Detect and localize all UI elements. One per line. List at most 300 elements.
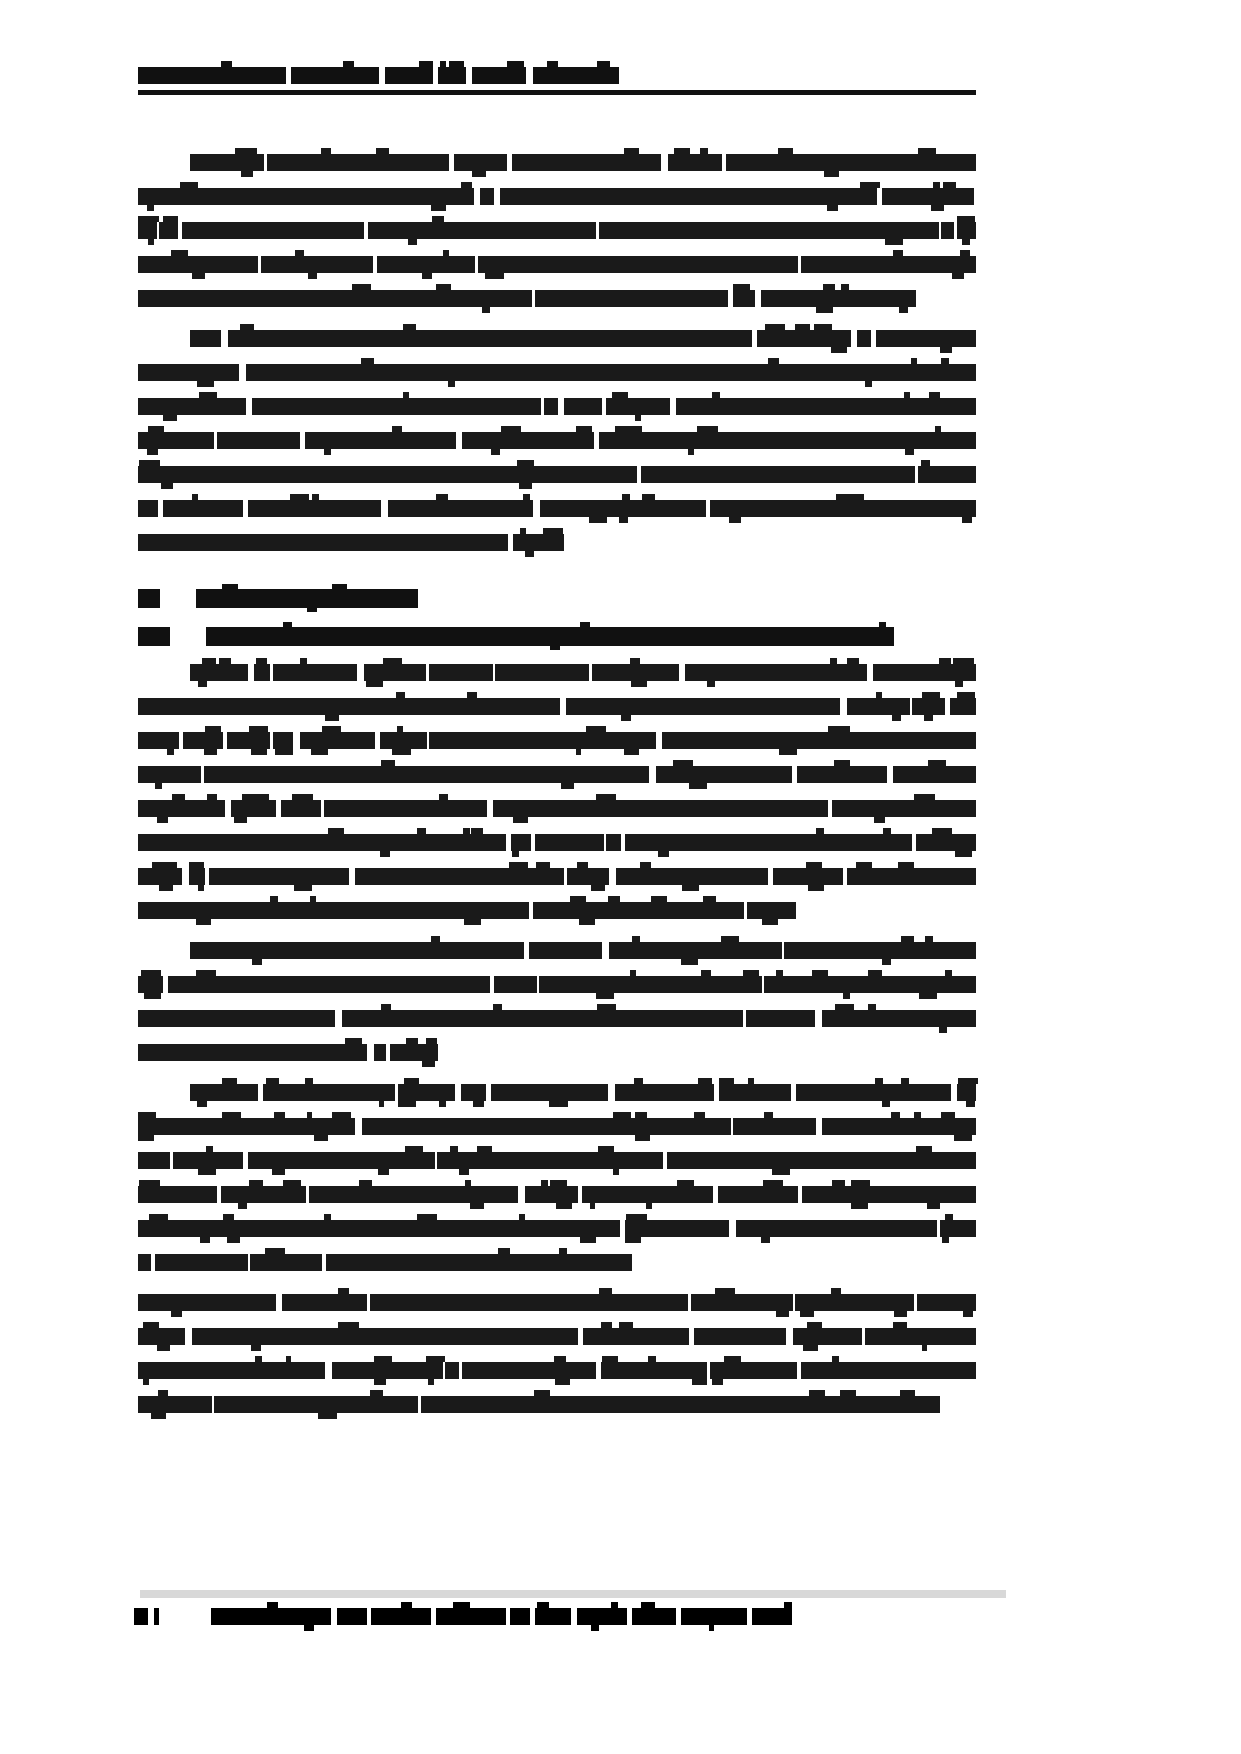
redaction-ascender: [498, 1248, 510, 1254]
redaction-ascender: [597, 1004, 616, 1010]
redaction-block: [190, 942, 505, 959]
word-gap: [160, 584, 196, 585]
redaction-descender: [885, 239, 903, 245]
paragraph-5: [138, 1078, 976, 1282]
redaction-descender: [272, 1169, 285, 1175]
word-gap: [355, 1134, 362, 1135]
redaction-descender: [324, 449, 331, 455]
redaction-block: [267, 154, 449, 171]
redaction-ascender: [945, 970, 952, 976]
redaction-descender: [464, 919, 481, 925]
redaction-block: [746, 1010, 815, 1027]
redaction-ascender: [270, 896, 278, 902]
redaction-block: [252, 398, 541, 415]
redaction-ascender: [242, 794, 248, 800]
redaction-ascender: [619, 1322, 633, 1328]
redaction-descender: [931, 205, 944, 211]
word-gap: [518, 1202, 525, 1203]
redacted-text-line: [138, 494, 976, 528]
redaction-block: [797, 766, 887, 783]
word-gap: [602, 958, 609, 959]
redaction-ascender: [520, 528, 526, 534]
redaction-block: [887, 1186, 976, 1203]
redaction-ascender: [828, 726, 849, 732]
redaction-ascender: [875, 1078, 883, 1084]
redaction-block: [138, 1396, 212, 1413]
redaction-block: [676, 398, 849, 415]
redaction-block: [736, 1220, 937, 1237]
redaction-block: [599, 222, 939, 239]
redaction-ascender: [509, 862, 528, 868]
redaction-descender: [843, 993, 850, 999]
redaction-block: [506, 222, 596, 239]
redaction-block: [138, 834, 444, 851]
redaction-ascender: [248, 794, 269, 800]
redacted-text-line: [138, 862, 976, 896]
redacted-text-line: [138, 760, 976, 794]
redaction-block: [957, 222, 976, 239]
redaction-ascender: [630, 658, 640, 664]
redaction-block: [309, 1186, 518, 1203]
redaction-ascender: [417, 828, 426, 834]
footer-ascender: [267, 1602, 278, 1609]
redaction-ascender: [966, 692, 975, 698]
redaction-block: [336, 976, 490, 993]
redaction-block: [480, 188, 494, 205]
redaction-descender: [882, 959, 891, 965]
redaction-descender: [681, 959, 698, 965]
redaction-descender: [712, 1379, 723, 1385]
redaction-block: [607, 902, 627, 919]
redaction-descender: [314, 1135, 328, 1141]
redaction-block: [505, 942, 524, 959]
redaction-block: [752, 766, 792, 783]
redaction-block: [138, 466, 156, 483]
redaction-ascender: [376, 148, 389, 154]
redaction-ascender: [570, 896, 586, 902]
redaction-ascender: [431, 936, 440, 942]
redaction-descender: [591, 885, 605, 891]
redaction-descender: [939, 1027, 947, 1033]
redacted-text-line: [138, 324, 976, 358]
redaction-descender: [147, 205, 154, 211]
word-gap: [182, 884, 189, 885]
redaction-block: [465, 1220, 518, 1237]
redaction-descender: [157, 817, 168, 823]
redacted-text-line: [138, 182, 976, 216]
redaction-ascender: [816, 828, 824, 834]
redaction-block: [362, 1118, 425, 1135]
redaction-descender: [198, 885, 204, 891]
redaction-ascender: [851, 1180, 870, 1186]
word-gap: [381, 516, 388, 517]
redaction-block: [801, 1362, 976, 1379]
redaction-ascender: [876, 692, 882, 698]
redaction-descender: [448, 381, 455, 387]
redaction-ascender: [543, 528, 563, 534]
redaction-ascender: [222, 1112, 241, 1118]
footer-descender: [709, 1625, 714, 1631]
redaction-block: [542, 942, 602, 959]
redaction-ascender: [626, 1214, 647, 1220]
redaction-ascender: [831, 1288, 841, 1294]
redaction-ascender: [256, 658, 267, 664]
word-gap: [786, 1344, 793, 1345]
redaction-block: [138, 432, 214, 449]
redaction-ascender: [139, 1180, 160, 1186]
redaction-block: [342, 1044, 367, 1061]
redaction-ascender: [724, 1356, 741, 1362]
redaction-ascender: [764, 1112, 773, 1118]
redaction-ascender: [856, 862, 872, 868]
redaction-descender: [378, 1169, 389, 1175]
redaction-block: [138, 1044, 342, 1061]
redaction-ascender: [534, 1390, 550, 1396]
redaction-descender: [204, 749, 217, 755]
word-gap: [661, 170, 668, 171]
redaction-ascender: [266, 1078, 279, 1084]
redaction-block: [377, 256, 475, 273]
redaction-block: [138, 1010, 335, 1027]
redaction-descender: [439, 1101, 446, 1107]
redaction-block: [300, 732, 375, 749]
footer-redaction-block: [535, 1608, 571, 1625]
redaction-ascender: [901, 936, 914, 942]
redaction-block: [429, 664, 493, 681]
redaction-block: [539, 976, 740, 993]
word-gap: [239, 380, 246, 381]
redaction-ascender: [436, 284, 451, 290]
word-gap: [729, 1236, 736, 1237]
redaction-ascender: [157, 862, 177, 868]
redaction-ascender: [290, 494, 309, 500]
redaction-descender: [963, 1311, 973, 1317]
redaction-block: [537, 364, 786, 381]
redaction-block: [849, 398, 976, 415]
redaction-ascender: [701, 970, 711, 976]
redaction-descender: [962, 239, 970, 245]
redaction-ascender: [632, 936, 640, 942]
redaction-block: [795, 1294, 814, 1311]
redacted-text-line: [138, 250, 976, 284]
redaction-ascender: [806, 862, 822, 868]
redaction-block: [250, 1254, 322, 1271]
redaction-descender: [198, 1169, 216, 1175]
redaction-ascender: [286, 1356, 291, 1362]
paragraph-6: [138, 1288, 976, 1424]
redaction-block: [248, 500, 285, 517]
redaction-block: [868, 432, 976, 449]
redaction-ascender: [674, 148, 690, 154]
redaction-block: [953, 664, 976, 681]
redaction-ascender: [332, 1112, 351, 1118]
redaction-ascender: [322, 726, 341, 732]
redaction-descender: [824, 171, 839, 177]
redaction-block: [747, 902, 796, 919]
redaction-block: [786, 364, 929, 381]
redaction-block: [462, 432, 594, 449]
redaction-block: [912, 698, 945, 715]
redaction-block: [390, 1044, 438, 1061]
redaction-block: [462, 1362, 596, 1379]
redaction-ascender: [640, 862, 651, 868]
redaction-ascender: [383, 658, 402, 664]
footer-redaction-block: [134, 1608, 148, 1625]
redaction-ascender: [939, 760, 946, 766]
redacted-text-line: [138, 358, 976, 392]
redaction-block: [138, 976, 163, 993]
redaction-ascender: [283, 1180, 301, 1186]
redaction-block: [273, 732, 293, 749]
redaction-ascender: [612, 392, 628, 398]
redaction-block: [138, 902, 152, 919]
redaction-block: [533, 902, 607, 919]
redaction-descender: [561, 783, 574, 789]
redaction-block: [248, 1152, 306, 1169]
title-ascender: [597, 61, 610, 68]
redaction-descender: [147, 449, 158, 455]
footer-ascender: [537, 1602, 549, 1609]
redaction-block: [957, 500, 976, 517]
footer-gap: [627, 1604, 632, 1605]
redaction-block: [822, 1010, 976, 1027]
redaction-descender: [874, 817, 885, 823]
redaction-descender: [942, 1237, 949, 1243]
redaction-ascender: [310, 896, 316, 902]
redaction-block: [608, 500, 657, 517]
redaction-block: [138, 534, 508, 551]
document-header: [138, 62, 976, 98]
redaction-ascender: [765, 324, 785, 330]
redaction-ascender: [586, 726, 606, 732]
paragraph-4: [138, 936, 976, 1072]
redaction-ascender: [925, 936, 933, 942]
redaction-ascender: [222, 1078, 237, 1084]
redaction-ascender: [634, 1078, 643, 1084]
redaction-block: [368, 222, 506, 239]
redaction-block: [364, 664, 426, 681]
redaction-ascender: [933, 182, 940, 188]
redaction-block: [320, 256, 373, 273]
redaction-ascender: [381, 760, 395, 766]
redaction-ascender: [763, 1180, 783, 1186]
redaction-descender: [962, 517, 972, 523]
footer-gap: [506, 1604, 510, 1605]
redacted-text-line: [138, 1390, 976, 1424]
redaction-ascender: [733, 284, 750, 290]
redaction-block: [190, 1084, 258, 1101]
redaction-block: [926, 1118, 976, 1135]
redaction-block: [882, 188, 974, 205]
redaction-descender: [729, 517, 741, 523]
redaction-block: [735, 1084, 791, 1101]
redacted-text-line: [138, 692, 976, 726]
redaction-ascender: [171, 250, 188, 256]
redacted-text-line: [138, 1214, 976, 1248]
redaction-ascender: [180, 182, 198, 188]
redaction-block: [163, 500, 243, 517]
redaction-descender: [966, 1101, 975, 1107]
redaction-block: [670, 432, 868, 449]
redaction-descender: [251, 749, 267, 755]
redaction-ascender: [923, 794, 935, 800]
redaction-block: [380, 698, 560, 715]
redaction-ascender: [622, 494, 630, 500]
redaction-ascender: [712, 392, 720, 398]
redaction-block: [138, 364, 239, 381]
redaction-block: [326, 1254, 632, 1271]
footer-descender: [591, 1625, 599, 1631]
heading-ascender: [879, 622, 886, 628]
redaction-ascender: [374, 1356, 392, 1362]
redaction-descender: [325, 715, 339, 721]
redaction-ascender: [196, 970, 216, 976]
redaction-ascender: [219, 658, 231, 664]
footer-redaction-block: [436, 1608, 506, 1625]
redaction-ascender: [158, 1390, 168, 1396]
redaction-block: [650, 1152, 663, 1169]
redaction-block: [625, 834, 912, 851]
redaction-descender: [143, 1379, 149, 1385]
redaction-ascender: [893, 1322, 907, 1328]
redaction-block: [355, 868, 564, 885]
redaction-block: [155, 1254, 248, 1271]
redaction-ascender: [139, 460, 160, 466]
footer-descender: [304, 1625, 314, 1631]
redaction-block: [138, 868, 182, 885]
redaction-block: [393, 290, 532, 307]
heading-ascender: [222, 584, 229, 590]
redaction-descender: [525, 551, 534, 557]
redaction-descender: [308, 273, 317, 279]
word-gap: [335, 1026, 342, 1027]
redaction-block: [941, 222, 954, 239]
redaction-descender: [894, 1311, 907, 1317]
redaction-ascender: [172, 794, 185, 800]
redaction-descender: [398, 1101, 416, 1107]
paragraph-1: [138, 148, 976, 318]
redaction-ascender: [432, 216, 444, 222]
redaction-ascender: [167, 216, 178, 222]
redaction-descender: [431, 205, 446, 211]
redaction-block: [567, 868, 609, 885]
page-title-redacted: [138, 62, 619, 84]
redaction-block: [582, 1186, 643, 1203]
redacted-text-line: [138, 658, 976, 692]
redacted-text-line: [138, 936, 976, 970]
redaction-ascender: [835, 1004, 854, 1010]
redaction-block: [380, 732, 427, 749]
redaction-ascender: [403, 324, 416, 330]
heading-ascender: [228, 584, 238, 590]
redaction-block: [402, 188, 474, 205]
redaction-block: [656, 766, 752, 783]
redaction-block: [217, 432, 300, 449]
redaction-ascender: [403, 392, 409, 398]
redaction-ascender: [939, 658, 951, 664]
redaction-block: [138, 1294, 276, 1311]
redaction-block: [667, 1152, 719, 1169]
redaction-ascender: [439, 794, 448, 800]
word-gap: [293, 748, 300, 749]
redaction-block: [719, 1152, 881, 1169]
redaction-descender: [635, 415, 641, 421]
redaction-ascender: [795, 324, 810, 330]
redaction-block: [518, 1220, 620, 1237]
redaction-descender: [589, 517, 607, 523]
redaction-block: [254, 664, 270, 681]
redaction-block: [138, 1118, 156, 1135]
redaction-ascender: [941, 358, 949, 364]
redaction-block: [190, 664, 248, 681]
redaction-descender: [482, 307, 490, 313]
redaction-block: [793, 1328, 830, 1345]
redaction-descender: [865, 381, 872, 387]
redaction-block: [892, 976, 976, 993]
footer-ascender: [611, 1602, 618, 1609]
footer-gap: [571, 1604, 577, 1605]
redaction-block: [929, 364, 976, 381]
redaction-block: [616, 868, 768, 885]
redaction-block: [847, 698, 910, 715]
redacted-text-line: [138, 216, 976, 250]
redaction-block: [398, 1084, 419, 1101]
redaction-ascender: [630, 970, 636, 976]
redaction-ascender: [703, 896, 716, 902]
footer-gap: [331, 1604, 337, 1605]
redaction-block: [809, 1084, 951, 1101]
redaction-ascender: [953, 658, 974, 664]
redaction-ascender: [576, 426, 592, 432]
redaction-block: [138, 1328, 185, 1345]
redaction-ascender: [501, 426, 521, 432]
section-heading-1: [138, 584, 976, 614]
footer-ascender: [401, 1602, 412, 1609]
redaction-ascender: [324, 1214, 331, 1220]
redaction-ascender: [648, 1356, 656, 1362]
redaction-block: [529, 942, 542, 959]
heading-descender: [550, 644, 560, 650]
redaction-block: [138, 1152, 170, 1169]
redaction-ascender: [893, 250, 903, 256]
redaction-ascender: [149, 1214, 168, 1220]
redaction-block: [445, 1362, 459, 1379]
redaction-block: [512, 154, 661, 171]
redaction-ascender: [960, 250, 970, 256]
redaction-ascender: [436, 494, 448, 500]
redaction-block: [873, 664, 953, 681]
redaction-ascender: [601, 1322, 612, 1328]
redaction-ascender: [370, 1390, 383, 1396]
redacted-text-line: [138, 970, 976, 1004]
redaction-block: [874, 290, 916, 307]
redaction-ascender: [883, 828, 891, 834]
redaction-block: [574, 1152, 650, 1169]
footer-redaction-block: [577, 1608, 627, 1625]
redaction-descender: [513, 817, 528, 823]
redaction-ascender: [911, 358, 917, 364]
redaction-descender: [831, 347, 847, 353]
redaction-descender: [197, 381, 214, 387]
footer-gap: [148, 1604, 154, 1605]
redaction-block: [168, 976, 336, 993]
redacted-text-line: [138, 528, 976, 562]
redaction-ascender: [860, 182, 880, 188]
redaction-block: [814, 1294, 914, 1311]
redaction-block: [761, 290, 778, 307]
redaction-descender: [155, 783, 162, 789]
redaction-ascender: [328, 828, 344, 834]
